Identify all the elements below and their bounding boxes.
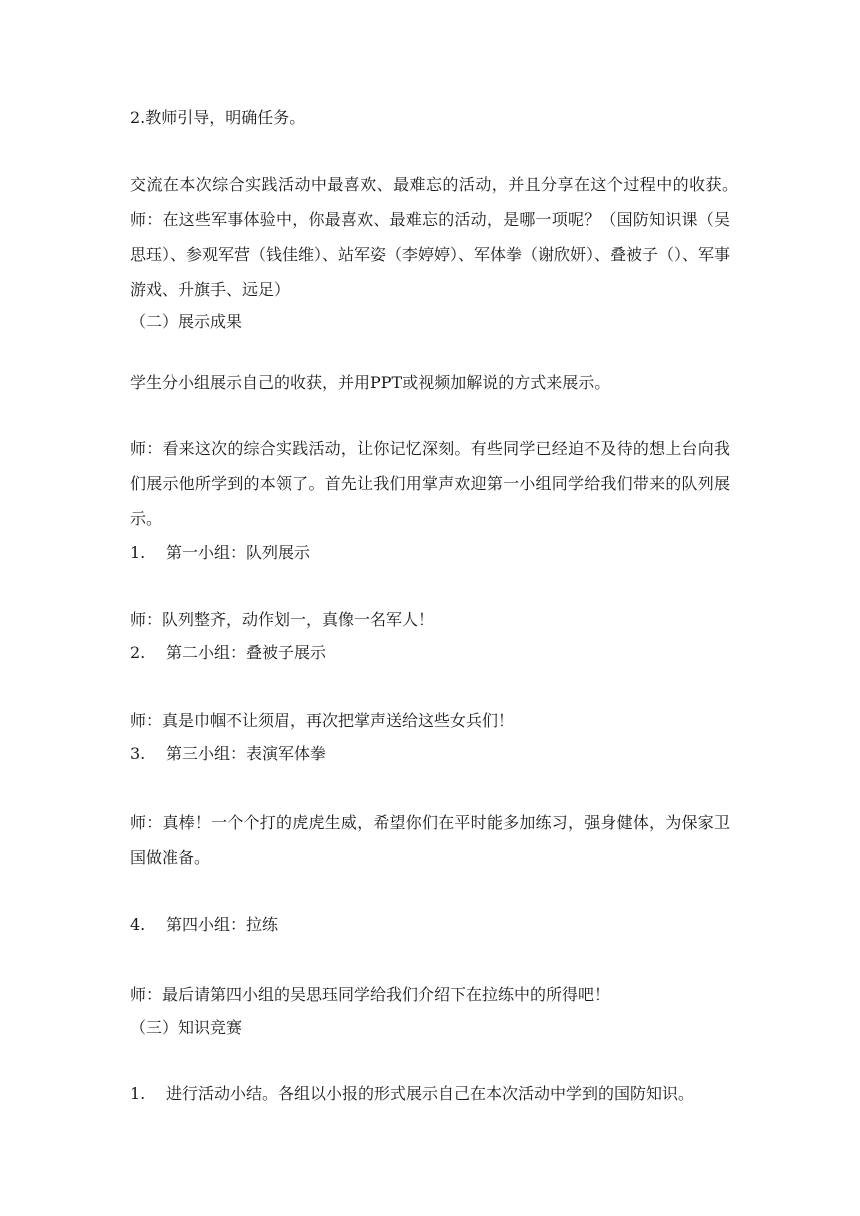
teacher-comment-4: 师：最后请第四小组的吴思珏同学给我们介绍下在拉练中的所得吧！ [130, 985, 611, 1004]
list-item-text: 第一小组：队列展示 [166, 543, 311, 562]
teacher-comment-1: 师：队列整齐，动作划一，真像一名军人！ [130, 610, 435, 629]
list-number: 2. [130, 643, 146, 662]
section-heading-showcase: （二）展示成果 [130, 312, 243, 331]
teacher-comment-2: 师：真是巾帼不让须眉，再次把掌声送给这些女兵们！ [130, 711, 515, 730]
teacher-intro-paragraph: 师：看来这次的综合实践活动，让你记忆深刻。有些同学已经迫不及待的想上台向我们展示他所学到的本领了。首先让我们用掌声欢迎第一小组同学给我们带来的队列展示。 [130, 439, 730, 528]
list-item-quiz1 [130, 1082, 694, 1106]
list-number: 1. [130, 1084, 146, 1103]
teacher-comment-3: 师：真棒！一个个打的虎虎生威，希望你们在平时能多加练习，强身健体，为保家卫国做准备。 [130, 813, 730, 867]
list-item-text: 进行活动小结。各组以小报的形式展示自己在本次活动中学到的国防知识。 [166, 1084, 695, 1103]
list-item-text: 第二小组：叠被子展示 [166, 643, 327, 662]
section-heading-quiz: （三）知识竞赛 [130, 1018, 243, 1037]
groups-showcase-text: 学生分小组展示自己的收获，并用PPT或视频加解说的方式来展示。 [130, 373, 611, 392]
list-item-text: 第四小组：拉练 [166, 915, 279, 934]
list-item-group1 [130, 541, 310, 565]
exchange-paragraph: 交流在本次综合实践活动中最喜欢、最难忘的活动，并且分享在这个过程中的收获。 师：在这些军事体验中，你最喜欢、最难忘的活动，是哪一项呢？（国防知识课（吴思珏）、参观军营（钱佳维）、站军姿（李婷婷）、军体拳（谢欣妍）、叠被子（）、军事游戏、升旗手、远足） [130, 175, 747, 299]
list-number: 1. [130, 543, 146, 562]
list-item-group4 [130, 913, 278, 937]
list-number: 3. [130, 744, 146, 763]
list-item-group3 [130, 742, 326, 766]
step-heading: 2.教师引导，明确任务。 [130, 108, 306, 127]
list-number: 4. [130, 915, 146, 934]
list-item-group2 [130, 641, 326, 665]
list-item-text: 第三小组：表演军体拳 [166, 744, 327, 763]
